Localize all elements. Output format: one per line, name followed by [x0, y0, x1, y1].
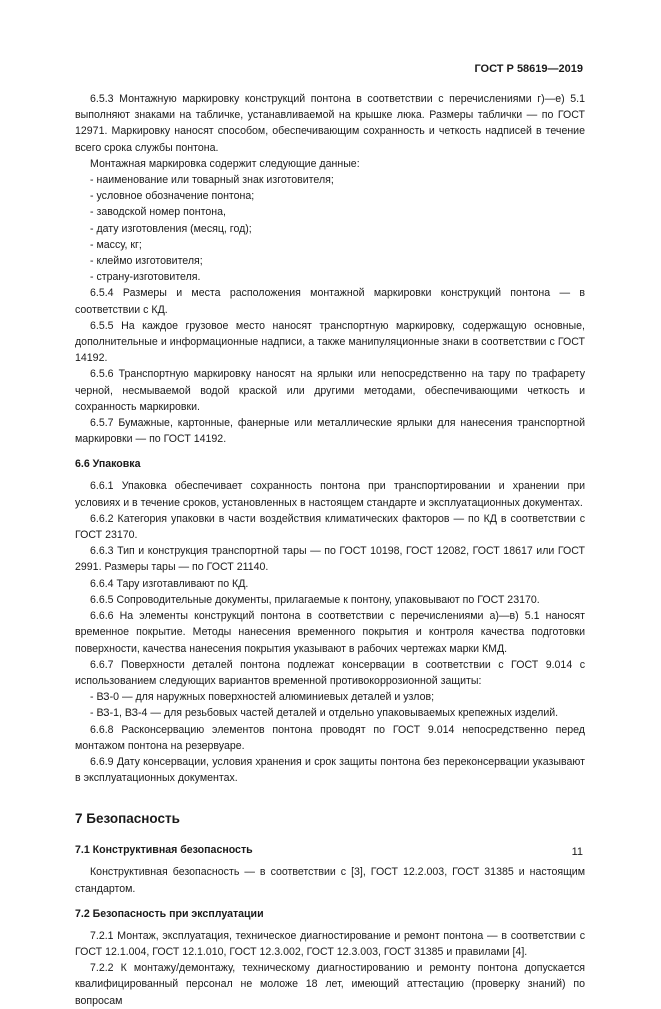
subsection-heading: 7.1 Конструктивная безопасность — [75, 844, 253, 857]
list-item: - условное обозначение понтона; — [90, 190, 255, 203]
paragraph: 6.6.4 Тару изготавливают по КД. — [90, 577, 249, 590]
list-item: - наименование или товарный знак изготовителя; — [90, 174, 334, 187]
page-number: 11 — [571, 846, 583, 858]
paragraph: 6.6.9 Дату консервации, условия хранения и срок защиты понтона без переконсервации указывают в эксплуатационных документах. — [75, 755, 585, 785]
paragraph: Конструктивная безопасность — в соответствии с [3], ГОСТ 12.2.003, ГОСТ 31385 и настоящим стандартом. — [75, 866, 585, 895]
paragraph: 6.6.7 Поверхности деталей понтона подлежат консервации в соответствии с ГОСТ 9.014 с использованием следующих вариантов временной противокоррозионной защиты: — [75, 658, 585, 687]
paragraph: 6.6.5 Сопроводительные документы, прилагаемые к понтону, упаковывают по ГОСТ 23170. — [90, 593, 540, 606]
subsection-heading: 6.6 Упаковка — [75, 458, 141, 471]
list-item: - заводской номер понтона, — [90, 206, 226, 219]
paragraph: 6.5.5 На каждое грузовое место наносят транспортную маркировку, содержащую основные, дополнительные и информационные надписи, а также манипуляционные знаки в соответствии с ГОСТ 14192. — [75, 319, 585, 365]
paragraph: 6.6.3 Тип и конструкция транспортной тары — по ГОСТ 10198, ГОСТ 12082, ГОСТ 18617 или ГОСТ 2991. Размеры тары — по ГОСТ 21140. — [75, 545, 585, 574]
subsection-heading: 7.2 Безопасность при эксплуатации — [75, 907, 264, 920]
list-item: - ВЗ-0 — для наружных поверхностей алюминиевых деталей и узлов; — [90, 691, 435, 704]
list-item: - ВЗ-1, ВЗ-4 — для резьбовых частей деталей и отдельно упаковываемых крепежных изделий. — [90, 707, 559, 720]
paragraph: 6.5.3 Монтажную маркировку конструкций понтона в соответствии с перечислениями г)—е) 5.1 выполняют знаками на табличке, устанавливаемой на крышке люка. Размеры таблички — по ГОСТ 12971. Маркировку наносят способом, обеспечивающим сохранность и четкость надписей в течение всего срока службы понтона. — [75, 93, 585, 154]
list-item: - страну-изготовителя. — [90, 271, 201, 284]
list-item: - массу, кг; — [90, 238, 142, 251]
paragraph: 6.6.1 Упаковка обеспечивает сохранность понтона при транспортировании и хранении при условиях и в течение сроков, установленных в настоящем стандарте и эксплуатационных документах. — [75, 480, 585, 509]
paragraph: 7.2.1 Монтаж, эксплуатация, техническое диагностирование и ремонт понтона — в соответствии с ГОСТ 12.1.004, ГОСТ 12.1.010, ГОСТ 12.3.002, ГОСТ 12.3.003, ГОСТ 31385 и правилами [4]. — [75, 929, 585, 958]
list-item: - клеймо изготовителя; — [90, 255, 203, 268]
document-id-header: ГОСТ Р 58619—2019 — [474, 63, 583, 75]
list-item: - дату изготовления (месяц, год); — [90, 222, 252, 235]
paragraph: 6.5.6 Транспортную маркировку наносят на ярлыки или непосредственно на тару по трафарету черной, несмываемой водой краской или другими методами, обеспечивающими четкость и сохранность маркировки. — [75, 368, 585, 413]
paragraph: 6.6.8 Расконсервацию элементов понтона проводят по ГОСТ 9.014 непосредственно перед монтажом понтона на резервуаре. — [75, 723, 585, 752]
paragraph: 6.5.4 Размеры и места расположения монтажной маркировки конструкций понтона — в соответствии с КД. — [75, 287, 585, 316]
paragraph: 6.6.2 Категория упаковки в части воздействия климатических факторов — по КД в соответствии с ГОСТ 23170. — [75, 512, 585, 542]
section-heading: 7 Безопасность — [75, 811, 180, 827]
paragraph: 6.5.7 Бумажные, картонные, фанерные или металлические ярлыки для нанесения транспортной маркировки — по ГОСТ 14192. — [75, 417, 585, 446]
paragraph: Монтажная маркировка содержит следующие данные: — [90, 157, 360, 170]
document-body — [75, 91, 585, 1009]
paragraph: 6.6.6 На элементы конструкций понтона в соответствии с перечислениями а)—в) 5.1 наносят временное покрытие. Методы нанесения временного покрытия и контроля качества подготовки поверхности, качества нанесения покрытия указывают в рабочих чертежах марки КМД. — [75, 610, 585, 655]
paragraph: 7.2.2 К монтажу/демонтажу, техническому диагностированию и ремонту понтона допускается квалифицированный персонал не моложе 18 лет, имеющий аттестацию (проверку знаний) по вопросам — [75, 962, 585, 1007]
